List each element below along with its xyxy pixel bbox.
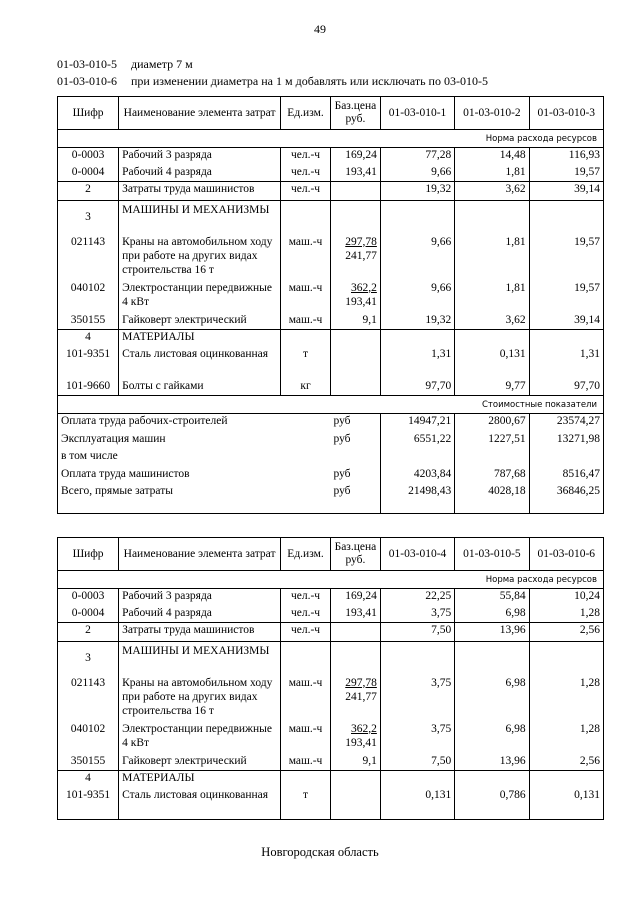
total-label: Оплата труда рабочих-строителей [58, 414, 331, 432]
cell-name: Краны на автомобильном ходу при работе на других видах строительства 16 т [119, 676, 281, 722]
cell-unit: маш.-ч [281, 754, 331, 771]
cell-v2: 6,98 [455, 722, 529, 754]
header-col1: 01-03-010-4 [380, 538, 454, 571]
cell-price: 193,41 [330, 606, 380, 623]
cell-price [330, 676, 380, 722]
cell-code: 2 [58, 623, 119, 642]
cell-code: 350155 [58, 754, 119, 771]
table-row [58, 589, 604, 606]
header-code-2: 01-03-010-6 [57, 74, 117, 88]
cell-name: Краны на автомобильном ходу при работе на других видах строительства 16 т [119, 235, 281, 281]
total-v3: 8516,47 [529, 467, 603, 484]
header-col3: 01-03-010-3 [529, 97, 603, 130]
price-base: 241,77 [345, 690, 377, 703]
cell-code: 040102 [58, 281, 119, 313]
cell-price: 169,24 [330, 589, 380, 606]
header-col2: 01-03-010-5 [455, 538, 529, 571]
cell-v2: 1,81 [455, 281, 529, 313]
total-label: Оплата труда машинистов [58, 467, 331, 484]
cell-v2: 3,62 [455, 313, 529, 330]
cell-code: 3 [58, 642, 119, 676]
table-header-row [58, 538, 604, 571]
table-row [58, 313, 604, 330]
cell-v1: 9,66 [380, 235, 454, 281]
cell-price [330, 788, 380, 820]
table-header-row [58, 97, 604, 130]
header-code: Шифр [58, 538, 119, 571]
header-code-1: 01-03-010-5 [57, 57, 117, 71]
cell-v3: 1,31 [529, 347, 603, 379]
cell-name: Рабочий 3 разряда [119, 148, 281, 165]
cell-unit: кг [281, 379, 331, 396]
total-label: Всего, прямые затраты [58, 484, 331, 501]
cell-code: 101-9660 [58, 379, 119, 396]
cell-price [330, 623, 380, 642]
table-row [58, 722, 604, 754]
table-row [58, 201, 604, 235]
cell-v1: 3,75 [380, 722, 454, 754]
total-v2: 2800,67 [455, 414, 529, 432]
table-row [58, 771, 604, 788]
cell-unit: маш.-ч [281, 676, 331, 722]
table-row [58, 788, 604, 820]
cell-name: Рабочий 3 разряда [119, 589, 281, 606]
cell-name: Затраты труда машинистов [119, 623, 281, 642]
header-name: Наименование элемента затрат [119, 538, 281, 571]
cell-unit: маш.-ч [281, 235, 331, 281]
cell-v2: 13,96 [455, 754, 529, 771]
totals-row [58, 467, 604, 484]
header-text-1: диаметр 7 м [131, 57, 193, 71]
cell-unit: чел.-ч [281, 589, 331, 606]
cell-price [330, 347, 380, 379]
cell-name: Затраты труда машинистов [119, 182, 281, 201]
table-row [58, 676, 604, 722]
cell-v2: 0,786 [455, 788, 529, 820]
table-row [58, 642, 604, 676]
cell-unit: чел.-ч [281, 165, 331, 182]
header-text-2: при изменении диаметра на 1 м добавлять или исключать по 03-010-5 [131, 74, 488, 88]
cell-code: 0-0004 [58, 165, 119, 182]
cell-v2: 1,81 [455, 235, 529, 281]
price-base: 193,41 [345, 736, 377, 749]
cell-unit: чел.-ч [281, 623, 331, 642]
band-cost: Стоимостные показатели [58, 396, 604, 414]
cell-v3: 2,56 [529, 623, 603, 642]
cell-code: 4 [58, 330, 119, 347]
header-line-2 [57, 74, 488, 89]
cell-price [330, 281, 380, 313]
totals-row [58, 414, 604, 432]
cell-v3: 1,28 [529, 606, 603, 623]
band-norm: Норма расхода ресурсов [58, 130, 604, 148]
header-col1: 01-03-010-1 [380, 97, 454, 130]
cell-unit: чел.-ч [281, 182, 331, 201]
cell-v2: 55,84 [455, 589, 529, 606]
cell-v3: 97,70 [529, 379, 603, 396]
cell-name: Болты с гайками [119, 379, 281, 396]
cell-code: 4 [58, 771, 119, 788]
footer-region: Новгородская область [261, 845, 379, 859]
cell-v2: 9,77 [455, 379, 529, 396]
total-unit: руб [333, 484, 351, 497]
cell-code: 101-9351 [58, 788, 119, 820]
cell-v2: 3,62 [455, 182, 529, 201]
cell-v2: 0,131 [455, 347, 529, 379]
cell-v1: 19,32 [380, 182, 454, 201]
cell-code: 0-0003 [58, 589, 119, 606]
table-row [58, 347, 604, 379]
cell-v3: 0,131 [529, 788, 603, 820]
cell-name: МАШИНЫ И МЕХАНИЗМЫ [119, 642, 281, 676]
cell-name: МАТЕРИАЛЫ [119, 771, 281, 788]
cell-v1: 9,66 [380, 281, 454, 313]
band-row-cost [58, 396, 604, 414]
total-label: Эксплуатация машин [58, 432, 331, 449]
cell-code: 101-9351 [58, 347, 119, 379]
cell-code: 021143 [58, 676, 119, 722]
header-code: Шифр [58, 97, 119, 130]
cell-name: Рабочий 4 разряда [119, 606, 281, 623]
price-base: 193,41 [345, 295, 377, 308]
cell-unit: маш.-ч [281, 281, 331, 313]
cell-name: МАТЕРИАЛЫ [119, 330, 281, 347]
header-unit: Ед.изм. [281, 97, 331, 130]
cell-v3: 1,28 [529, 722, 603, 754]
cell-code: 3 [58, 201, 119, 235]
header-name: Наименование элемента затрат [119, 97, 281, 130]
cell-v1: 1,31 [380, 347, 454, 379]
total-v3: 13271,98 [529, 432, 603, 449]
cell-v3: 2,56 [529, 754, 603, 771]
total-v1: 21498,43 [380, 484, 454, 501]
cell-name: Гайковерт электрический [119, 313, 281, 330]
cell-v1: 9,66 [380, 165, 454, 182]
cell-v1: 22,25 [380, 589, 454, 606]
cell-v3: 116,93 [529, 148, 603, 165]
header-col3: 01-03-010-6 [529, 538, 603, 571]
cell-v1: 97,70 [380, 379, 454, 396]
cell-v1: 7,50 [380, 623, 454, 642]
resource-table-2 [57, 537, 604, 820]
price-base: 241,77 [345, 249, 377, 262]
cell-v1: 0,131 [380, 788, 454, 820]
cell-price [330, 235, 380, 281]
header-line-1 [57, 57, 193, 72]
cell-name: Рабочий 4 разряда [119, 165, 281, 182]
price-current: 362,2 [351, 281, 377, 294]
table-row [58, 235, 604, 281]
cell-name: Гайковерт электрический [119, 754, 281, 771]
cell-v3: 19,57 [529, 281, 603, 313]
cell-unit: т [281, 788, 331, 820]
cell-v1: 3,75 [380, 676, 454, 722]
header-price: Баз.цена руб. [330, 538, 380, 571]
cell-name: Сталь листовая оцинкованная [119, 347, 281, 379]
cell-v3: 1,28 [529, 676, 603, 722]
total-unit: руб [333, 467, 351, 480]
cell-code: 0-0004 [58, 606, 119, 623]
header-col2: 01-03-010-2 [455, 97, 529, 130]
cell-price: 9,1 [330, 313, 380, 330]
cell-name: МАШИНЫ И МЕХАНИЗМЫ [119, 201, 281, 235]
cell-name: Электростанции передвижные 4 кВт [119, 722, 281, 754]
cell-v2: 14,48 [455, 148, 529, 165]
band-row-norm [58, 130, 604, 148]
cell-v3: 19,57 [529, 165, 603, 182]
table-spacer-row [58, 501, 604, 514]
cell-code: 040102 [58, 722, 119, 754]
cell-price: 9,1 [330, 754, 380, 771]
header-unit: Ед.изм. [281, 538, 331, 571]
cell-v3: 39,14 [529, 182, 603, 201]
cell-code: 0-0003 [58, 148, 119, 165]
cell-unit: маш.-ч [281, 722, 331, 754]
price-current: 297,78 [345, 676, 377, 689]
cell-v1: 3,75 [380, 606, 454, 623]
band-norm: Норма расхода ресурсов [58, 571, 604, 589]
cell-code: 350155 [58, 313, 119, 330]
total-v1: 6551,22 [380, 432, 454, 449]
table-row [58, 330, 604, 347]
table-row [58, 281, 604, 313]
totals-row [58, 449, 604, 467]
cell-v3: 10,24 [529, 589, 603, 606]
cell-code: 2 [58, 182, 119, 201]
cell-v2: 13,96 [455, 623, 529, 642]
table-row [58, 606, 604, 623]
table-row [58, 165, 604, 182]
table-row [58, 148, 604, 165]
cell-unit: чел.-ч [281, 148, 331, 165]
cell-v2: 6,98 [455, 676, 529, 722]
band-row-norm [58, 571, 604, 589]
table-row [58, 754, 604, 771]
cell-unit: маш.-ч [281, 313, 331, 330]
total-v2: 787,68 [455, 467, 529, 484]
cell-code: 021143 [58, 235, 119, 281]
table-row [58, 379, 604, 396]
cell-v1: 19,32 [380, 313, 454, 330]
total-v3: 36846,25 [529, 484, 603, 501]
total-label: в том числе [58, 449, 331, 467]
total-v3: 23574,27 [529, 414, 603, 432]
cell-name: Электростанции передвижные 4 кВт [119, 281, 281, 313]
cell-v3: 39,14 [529, 313, 603, 330]
cell-v3: 19,57 [529, 235, 603, 281]
cell-unit: т [281, 347, 331, 379]
cell-v2: 1,81 [455, 165, 529, 182]
cell-price: 193,41 [330, 165, 380, 182]
price-current: 297,78 [345, 235, 377, 248]
resource-table-1 [57, 96, 604, 514]
total-unit: руб [333, 432, 351, 445]
totals-row [58, 432, 604, 449]
cell-price: 169,24 [330, 148, 380, 165]
cell-price [330, 182, 380, 201]
cell-name: Сталь листовая оцинкованная [119, 788, 281, 820]
cell-v1: 77,28 [380, 148, 454, 165]
total-unit: руб [333, 415, 351, 427]
cell-price [330, 379, 380, 396]
cell-price [330, 722, 380, 754]
cell-v2: 6,98 [455, 606, 529, 623]
totals-row [58, 484, 604, 501]
total-v1: 14947,21 [380, 414, 454, 432]
total-v1: 4203,84 [380, 467, 454, 484]
cell-v1: 7,50 [380, 754, 454, 771]
header-price: Баз.цена руб. [330, 97, 380, 130]
table-row [58, 182, 604, 201]
cell-unit: чел.-ч [281, 606, 331, 623]
page-number: 49 [314, 22, 326, 36]
total-v2: 4028,18 [455, 484, 529, 501]
table-row [58, 623, 604, 642]
total-v2: 1227,51 [455, 432, 529, 449]
price-current: 362,2 [351, 722, 377, 735]
